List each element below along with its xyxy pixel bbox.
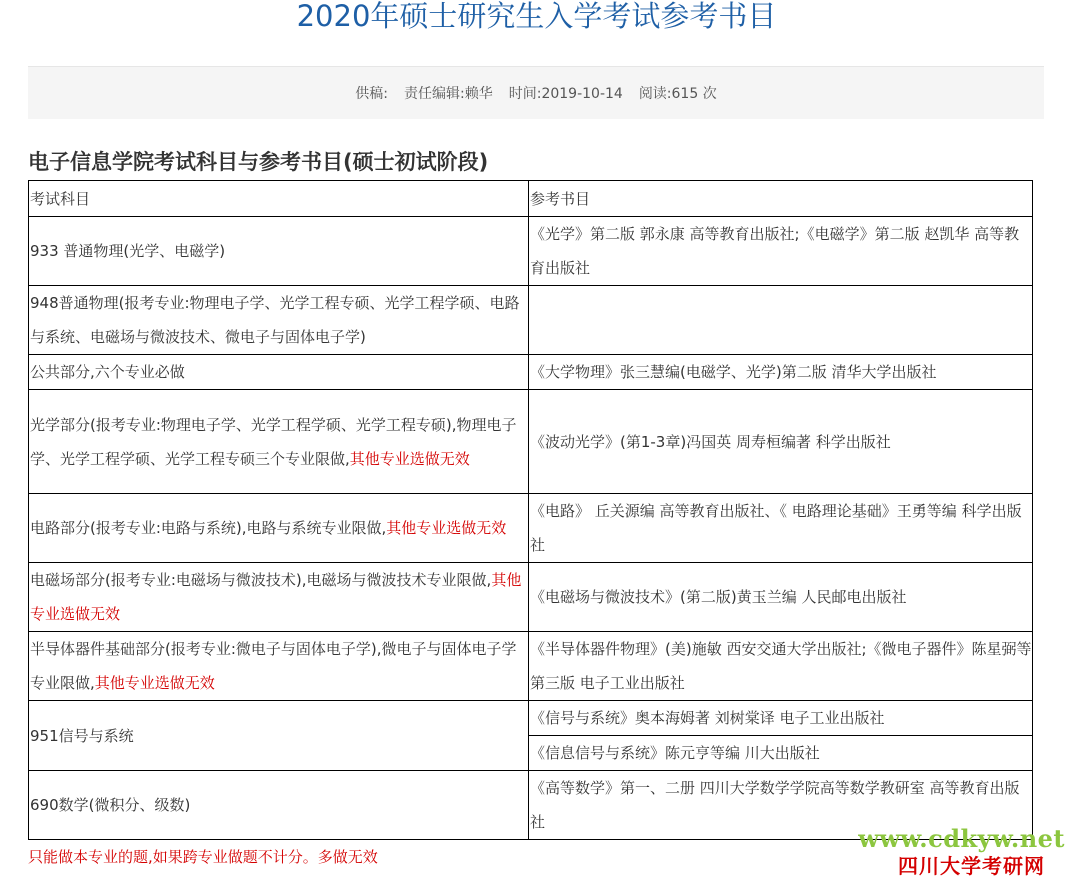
subject-text: 690数学(微积分、级数) [30, 796, 191, 814]
header-subject: 考试科目 [29, 181, 529, 217]
books-cell: 《电路》 丘关源编 高等教育出版社、《 电路理论基础》王勇等编 科学出版社 [529, 494, 1033, 563]
section-title: 电子信息学院考试科目与参考书目(硕士初试阶段) [28, 150, 489, 174]
table-row [29, 217, 1033, 286]
meta-reads: 阅读:615 次 [638, 86, 717, 102]
subject-text: 电磁场部分(报考专业:电磁场与微波技术),电磁场与微波技术专业限做, [30, 571, 492, 589]
books-cell: 《信号与系统》奥本海姆著 刘树棠译 电子工业出版社 [529, 701, 1033, 736]
table-row [29, 390, 1033, 494]
meta-editor: 责任编辑:赖华 [404, 86, 493, 102]
table-row [29, 494, 1033, 563]
meta-source: 供稿: [355, 86, 389, 102]
subject-cell [29, 701, 529, 771]
watermark-name: 四川大学考研网 [898, 854, 1045, 878]
subject-text: 光学部分(报考专业:物理电子学、光学工程学硕、光学工程专硕),物理电子学、光学工程学硕、光学工程专硕三个专业限做, [30, 415, 517, 468]
exam-books-table [28, 180, 1033, 840]
subject-warning-text: 其他专业选做无效 [30, 571, 522, 623]
subject-text: 933 普通物理(光学、电磁学) [30, 242, 226, 260]
page-title: 2020年硕士研究生入学考试参考书目 [296, 0, 777, 33]
table-header-row [29, 181, 1033, 217]
books-cell: 《电磁场与微波技术》(第二版)黄玉兰编 人民邮电出版社 [529, 563, 1033, 632]
subject-warning-text: 其他专业选做无效 [349, 449, 470, 468]
subject-cell [29, 286, 529, 355]
subject-text: 公共部分,六个专业必做 [30, 363, 185, 381]
subject-warning-text: 其他专业选做无效 [94, 674, 215, 692]
header-books: 参考书目 [529, 181, 1033, 217]
books-cell: 《半导体器件物理》(美)施敏 西安交通大学出版社;《微电子器件》陈星弼等 第三版 电子工业出版社 [529, 632, 1033, 701]
table-row [29, 286, 1033, 355]
meta-time: 时间:2019-10-14 [508, 86, 623, 102]
subject-cell [29, 632, 529, 701]
subject-warning-text: 其他专业选做无效 [386, 519, 507, 537]
books-cell: 《信息信号与系统》陈元亨等编 川大出版社 [529, 736, 1033, 771]
table-row [29, 632, 1033, 701]
books-cell: 《大学物理》张三慧编(电磁学、光学)第二版 清华大学出版社 [529, 355, 1033, 390]
table-body [29, 217, 1033, 840]
subject-cell [29, 390, 529, 494]
footnote: 只能做本专业的题,如果跨专业做题不计分。多做无效 [28, 848, 378, 866]
watermark-url: www.cdkyw.net [858, 824, 1065, 853]
subject-text: 半导体器件基础部分(报考专业:微电子与固体电子学),微电子与固体电子学专业限做, [30, 640, 517, 692]
subject-cell [29, 771, 529, 840]
books-cell: 《高等数学》第一、二册 四川大学数学学院高等数学教研室 高等教育出版社 [529, 771, 1033, 840]
books-cell [529, 286, 1033, 355]
subject-text: 电路部分(报考专业:电路与系统),电路与系统专业限做, [30, 519, 387, 537]
subject-cell [29, 355, 529, 390]
subject-text: 948普通物理(报考专业:物理电子学、光学工程专硕、光学工程学硕、电路与系统、电磁场与微波技术、微电子与固体电子学) [30, 294, 520, 346]
books-cell: 《光学》第二版 郭永康 高等教育出版社;《电磁学》第二版 赵凯华 高等教育出版社 [529, 217, 1033, 286]
table-row [29, 701, 1033, 736]
books-cell: 《波动光学》(第1-3章)冯国英 周寿桓编著 科学出版社 [529, 390, 1033, 494]
article-meta-bar [28, 66, 1044, 119]
subject-cell [29, 217, 529, 286]
table-row [29, 563, 1033, 632]
subject-cell [29, 494, 529, 563]
subject-text: 951信号与系统 [30, 726, 134, 745]
subject-cell [29, 563, 529, 632]
table-row [29, 355, 1033, 390]
